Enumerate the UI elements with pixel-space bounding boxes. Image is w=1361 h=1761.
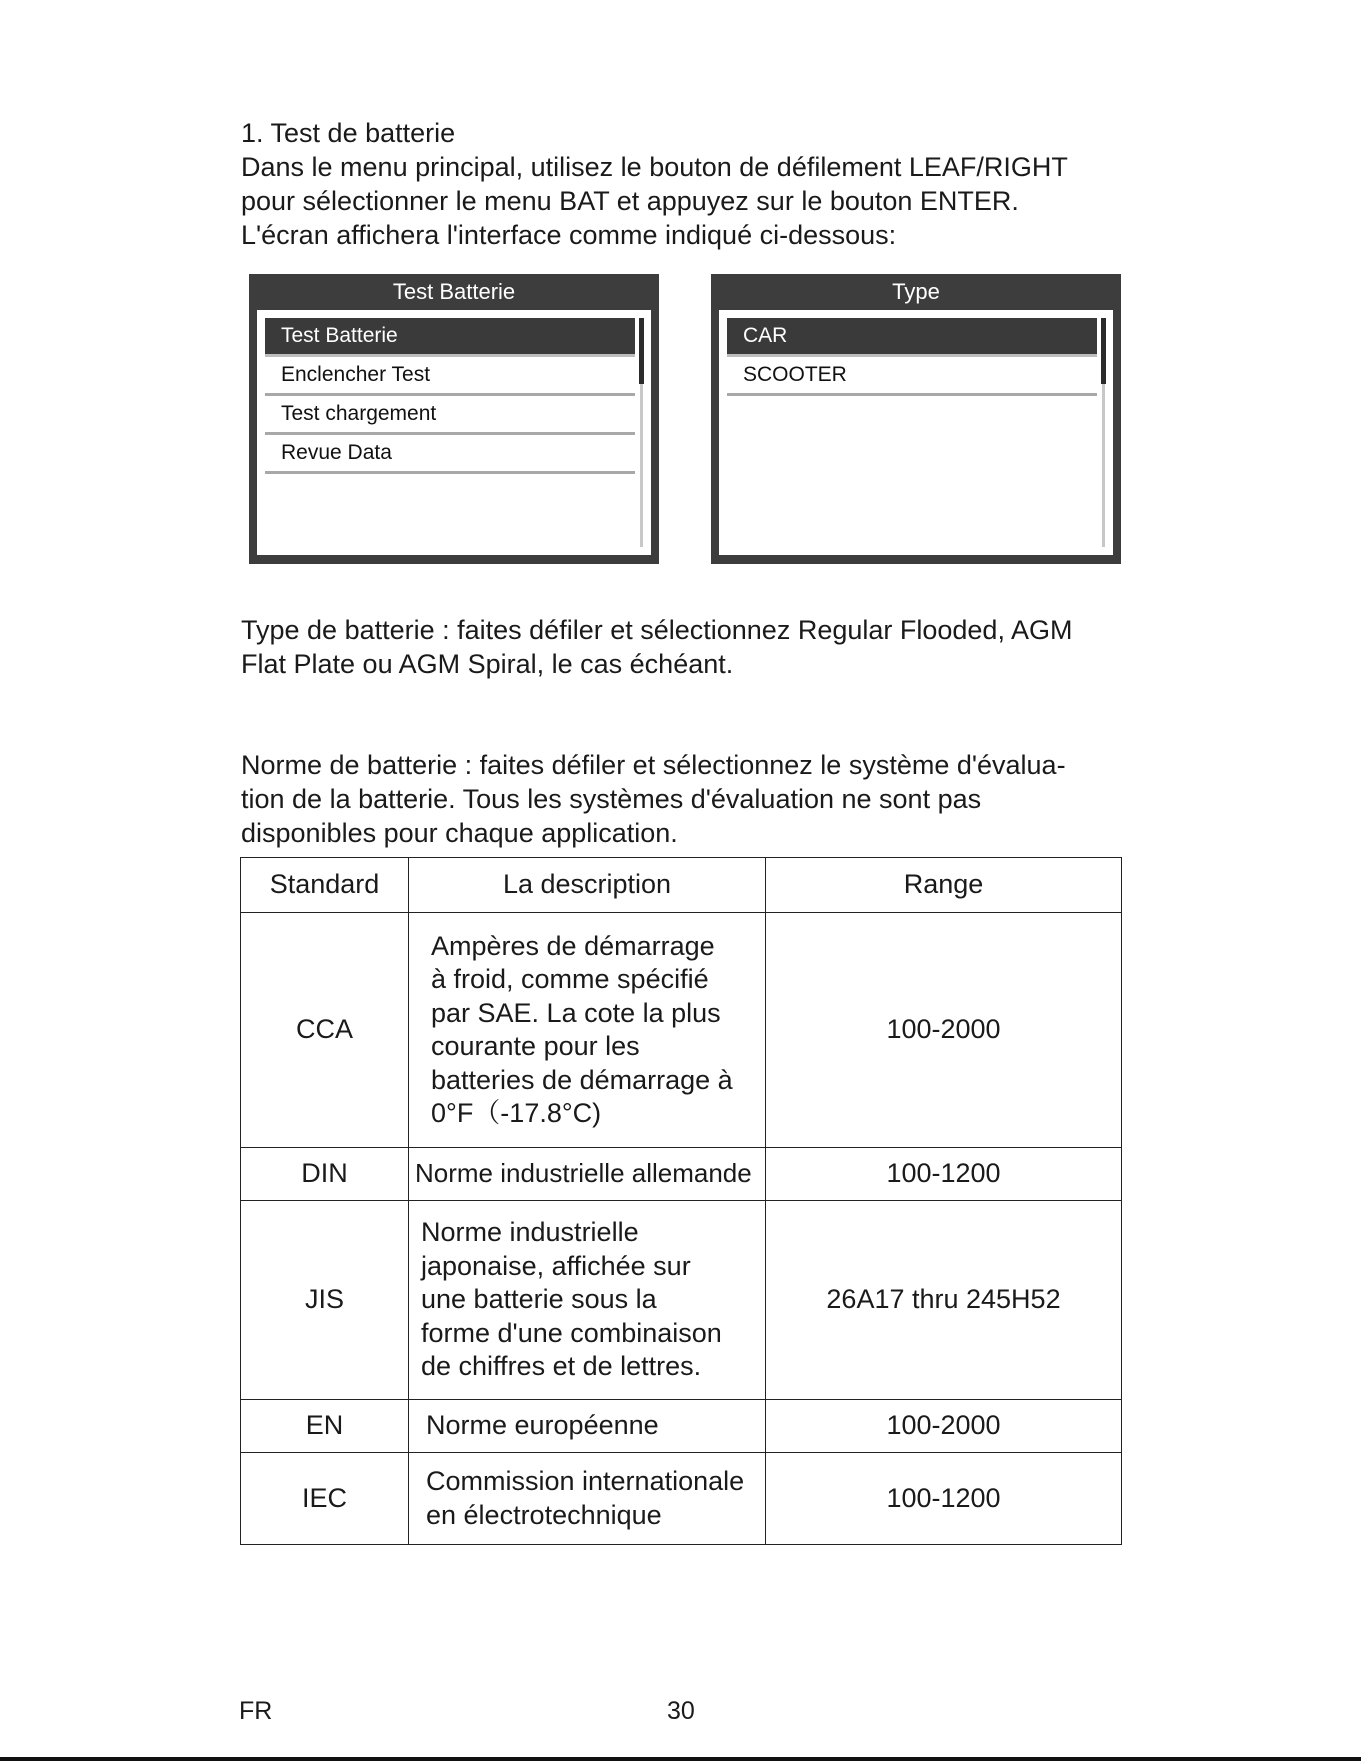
description-line: Ampères de démarrage [431, 930, 715, 961]
table-row [241, 1453, 1122, 1545]
menu-item-revue-data[interactable]: Revue Data [265, 435, 635, 474]
paragraph-line: Type de batterie : faites défiler et sélectionnez Regular Flooded, AGM [241, 615, 1073, 645]
screen-title: Type [892, 279, 940, 304]
description-cell [409, 1148, 766, 1201]
standard-cell: DIN [241, 1148, 409, 1201]
paragraph-line: disponibles pour chaque application. [241, 818, 678, 848]
description-line: Commission internationale [426, 1466, 745, 1496]
page-number: 30 [667, 1697, 695, 1725]
scrollbar-thumb[interactable] [1101, 318, 1106, 384]
standard-cell: CCA [241, 913, 409, 1148]
description-cell [409, 913, 766, 1148]
intro-line: pour sélectionner le menu BAT et appuyez sur le bouton ENTER. [241, 186, 1019, 216]
description-line: batteries de démarrage à [431, 1064, 733, 1095]
menu-item-test-batterie[interactable]: Test Batterie [265, 318, 635, 357]
page-bottom-rule [0, 1757, 1361, 1761]
menu-item-enclencher-test[interactable]: Enclencher Test [265, 357, 635, 396]
scrollbar-thumb[interactable] [639, 318, 644, 384]
standard-cell: JIS [241, 1201, 409, 1400]
range-cell: 26A17 thru 245H52 [766, 1201, 1122, 1400]
section-heading: 1. Test de batterie [241, 118, 456, 148]
type-screen [711, 274, 1121, 564]
range-cell: 100-1200 [766, 1453, 1122, 1545]
table-header-row [241, 858, 1122, 913]
battery-standard-paragraph [241, 748, 1121, 850]
scrollbar[interactable] [640, 318, 643, 547]
intro-line: L'écran affichera l'interface comme indiqué ci-dessous: [241, 220, 897, 250]
header-range: Range [766, 858, 1122, 913]
footer-language: FR [239, 1697, 273, 1725]
description-line: 0°F（-17.8°C) [431, 1098, 602, 1128]
table-row [241, 1201, 1122, 1400]
header-description: La description [409, 858, 766, 913]
paragraph-line: Norme de batterie : faites défiler et sélectionnez le système d'évalua- [241, 750, 1066, 780]
paragraph-line: tion de la batterie. Tous les systèmes d'évaluation ne sont pas [241, 784, 982, 814]
description-line: une batterie sous la [421, 1284, 657, 1315]
range-cell: 100-2000 [766, 1400, 1122, 1453]
screen-title: Test Batterie [392, 279, 516, 304]
table-row [241, 913, 1122, 1148]
standard-cell: IEC [241, 1453, 409, 1545]
menu-list [727, 318, 1097, 396]
description-cell [409, 1400, 766, 1453]
battery-type-paragraph [241, 613, 1121, 681]
description-line: japonaise, affichée sur [421, 1250, 691, 1281]
description-line: de chiffres et de lettres. [421, 1351, 702, 1382]
description-line: courante pour les [431, 1031, 640, 1061]
battery-test-screen [249, 274, 659, 564]
description-line: Norme européenne [426, 1410, 659, 1441]
table-row [241, 1400, 1122, 1453]
menu-item-scooter[interactable]: SCOOTER [727, 357, 1097, 396]
description-line: à froid, comme spécifié [431, 964, 709, 994]
intro-section [241, 116, 1141, 252]
paragraph-line: Flat Plate ou AGM Spiral, le cas échéant. [241, 649, 734, 679]
range-cell: 100-2000 [766, 913, 1122, 1148]
description-cell [409, 1201, 766, 1400]
screen-body [719, 310, 1113, 555]
header-standard: Standard [241, 858, 409, 913]
menu-list [265, 318, 635, 474]
menu-item-test-chargement[interactable]: Test chargement [265, 396, 635, 435]
table-row [241, 1148, 1122, 1201]
screen-body [257, 310, 651, 555]
menu-item-car[interactable]: CAR [727, 318, 1097, 357]
description-cell [409, 1453, 766, 1545]
description-line: par SAE. La cote la plus [431, 997, 721, 1028]
standard-cell: EN [241, 1400, 409, 1453]
range-cell: 100-1200 [766, 1148, 1122, 1201]
scrollbar[interactable] [1102, 318, 1105, 547]
description-line: en électrotechnique [426, 1499, 662, 1530]
description-line: Norme industrielle allemande [415, 1158, 752, 1189]
battery-standards-table [240, 857, 1122, 1545]
description-line: forme d'une combinaison [421, 1317, 722, 1348]
description-line: Norme industrielle [421, 1217, 639, 1248]
intro-line: Dans le menu principal, utilisez le bouton de défilement LEAF/RIGHT [241, 152, 1068, 182]
